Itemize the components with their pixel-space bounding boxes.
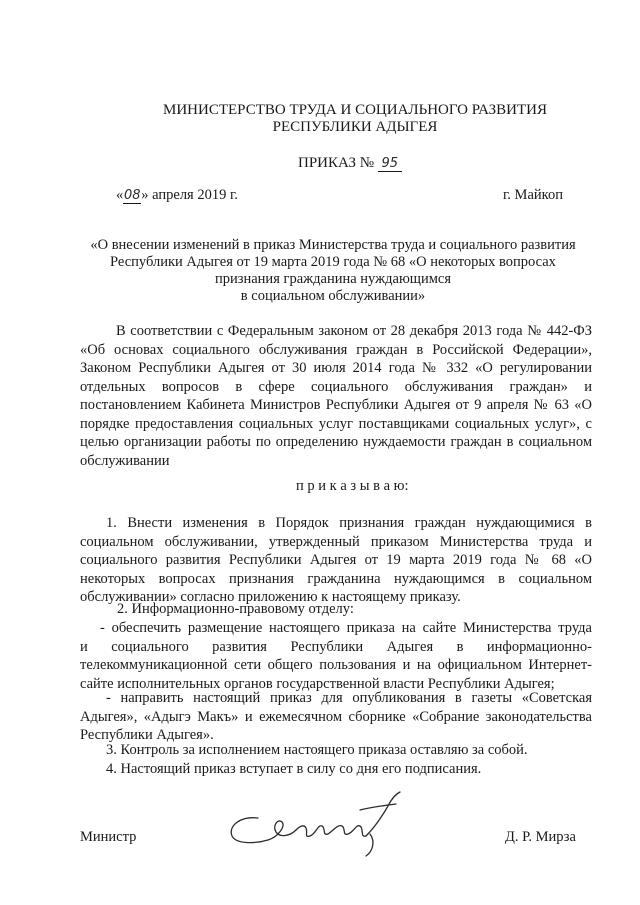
signer-position: Министр <box>80 829 137 845</box>
item-2a-word: информационно- <box>486 638 592 655</box>
handwritten-signature <box>220 790 420 862</box>
signer-name: Д. Р. Мирза <box>505 829 576 845</box>
item-2a-word: Адыгея <box>386 638 434 655</box>
item-2b: - направить настоящий приказ для опубликования в газеты «Советская Адыгея», «Адыгэ Макъ» и ежемесячном сборнике «Собрание законодательства Республики Адыгея». <box>80 690 592 743</box>
date-open-quote: « <box>116 187 124 203</box>
item-2a-word: в <box>456 638 464 655</box>
date-day: 08 <box>123 188 141 203</box>
item-2a-line-3: телекоммуникационной сети общего пользования и на официальном Интернет- <box>80 657 592 673</box>
order-label: ПРИКАЗ № <box>298 155 375 171</box>
date-month-year: » апреля 2019 г. <box>141 187 238 203</box>
ministry-title-line2: РЕСПУБЛИКИ АДЫГЕЯ <box>272 119 438 135</box>
item-2a-word: развития <box>212 638 267 655</box>
order-date <box>116 187 238 204</box>
subject-line-1: «О внесении изменений в приказ Министерства труда и социального развития <box>90 237 576 253</box>
item-2a-word: социального <box>111 638 189 655</box>
subject-line-2: Республики Адыгея от 19 марта 2019 года № 68 «О некоторых вопросах <box>110 254 556 270</box>
ministry-title-line1: МИНИСТЕРСТВО ТРУДА И СОЦИАЛЬНОГО РАЗВИТИЯ <box>163 102 547 118</box>
item-2a <box>80 619 592 693</box>
item-3: 3. Контроль за исполнением настоящего приказа оставляю за собой. <box>106 742 528 758</box>
order-title <box>298 155 402 172</box>
item-2a-word: и <box>80 638 88 655</box>
preamble-paragraph: В соответствии с Федеральным законом от 28 декабря 2013 года № 442-ФЗ «Об основах социального обслуживания граждан в Российской Федерации», Законом Республики Адыгея от 30 июля 2014 года № 332 «О регулировании отдельных вопросов в сфере социального обслуживания граждан» и постановлением Кабинета Министров Республики Адыгея от 9 апреля № 63 «О порядке предоставления социальных услуг поставщиками социальных услуг», с целью организации работы по определению нуждаемости граждан в социальном обслуживании <box>80 323 592 469</box>
order-word: п р и к а з ы в а ю: <box>296 478 409 494</box>
item-2a-line-4: сайте исполнительных органов государственной власти Республики Адыгея; <box>80 675 555 692</box>
item-2a-line-1: - обеспечить размещение настоящего приказа на сайте Министерства труда <box>100 620 592 636</box>
item-2: 2. Информационно-правовому отделу: <box>117 601 354 617</box>
item-2a-word: Республики <box>290 638 364 655</box>
item-1: 1. Внести изменения в Порядок признания граждан нуждающимися в социальном обслуживании, утвержденный приказом Министерства труда и социального развития Республики Адыгея от 19 марта 2019 года № 68 «О некоторых вопросах признания гражданина нуждающимся в социальном обслуживании» согласно приложению к настоящему приказу. <box>80 515 592 605</box>
item-2a-line-2 <box>80 638 592 657</box>
order-number: 95 <box>378 157 402 172</box>
order-city: г. Майкоп <box>503 187 563 203</box>
subject-line-4: в социальном обслуживании» <box>240 288 426 304</box>
subject-line-3: признания гражданина нуждающимся <box>214 271 451 287</box>
order-subject <box>80 237 586 305</box>
item-4: 4. Настоящий приказ вступает в силу со дня его подписания. <box>106 761 482 777</box>
